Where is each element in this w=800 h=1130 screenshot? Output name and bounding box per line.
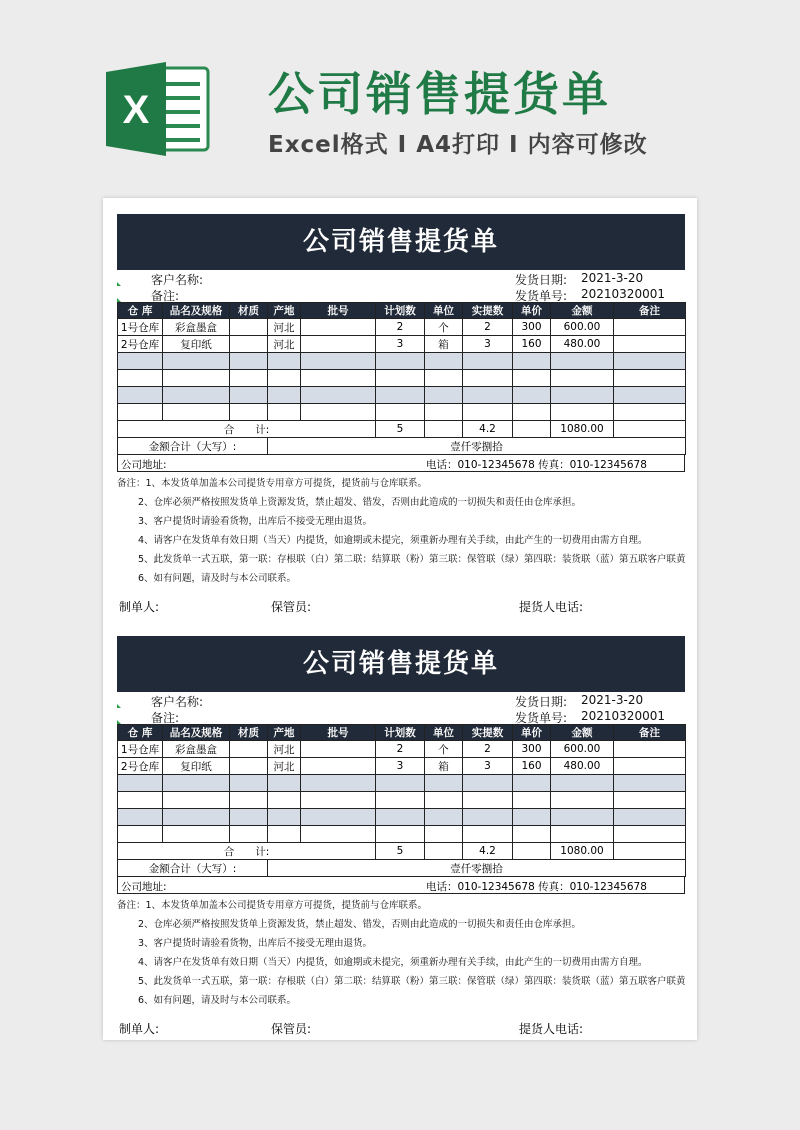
form-title: 公司销售提货单 bbox=[117, 636, 685, 692]
receiver-label: 提货人电话: bbox=[519, 1022, 584, 1036]
table-cell[interactable] bbox=[230, 775, 268, 792]
table-row bbox=[118, 792, 686, 809]
table-cell[interactable] bbox=[230, 741, 268, 758]
table-cell[interactable] bbox=[463, 809, 513, 826]
table-cell[interactable] bbox=[301, 319, 376, 336]
ship-date-value[interactable]: 2021-3-20 bbox=[581, 271, 644, 285]
column-header: 金额 bbox=[551, 303, 614, 319]
table-cell[interactable] bbox=[614, 758, 686, 775]
table-cell[interactable] bbox=[230, 792, 268, 809]
note-item bbox=[117, 533, 685, 552]
note-item bbox=[117, 495, 685, 514]
table-cell[interactable] bbox=[268, 370, 301, 387]
amount-words-label: 金额合计（大写）: bbox=[118, 438, 268, 455]
column-header: 备注 bbox=[614, 725, 686, 741]
table-cell[interactable] bbox=[163, 792, 230, 809]
table-cell[interactable] bbox=[513, 826, 551, 843]
note-item bbox=[117, 974, 685, 993]
address-label: 公司地址: bbox=[121, 459, 167, 471]
table-cell[interactable] bbox=[463, 792, 513, 809]
table-cell[interactable]: 3 bbox=[463, 336, 513, 353]
table-cell[interactable] bbox=[513, 809, 551, 826]
note-text: 1、本发货单加盖本公司提货专用章方可提货，提货前与仓库联系。 bbox=[145, 478, 428, 489]
table-cell[interactable] bbox=[551, 826, 614, 843]
table-cell[interactable]: 300 bbox=[513, 319, 551, 336]
table-cell[interactable] bbox=[163, 404, 230, 421]
table-cell[interactable] bbox=[376, 792, 425, 809]
table-cell[interactable] bbox=[118, 370, 163, 387]
table-cell[interactable] bbox=[230, 387, 268, 404]
table-cell[interactable] bbox=[425, 404, 463, 421]
table-cell[interactable] bbox=[376, 404, 425, 421]
keeper-label: 保管员: bbox=[271, 1022, 312, 1036]
table-cell[interactable] bbox=[118, 404, 163, 421]
amount-words-label: 金额合计（大写）: bbox=[118, 860, 268, 877]
table-cell[interactable] bbox=[301, 404, 376, 421]
table-cell[interactable] bbox=[614, 370, 686, 387]
table-cell[interactable] bbox=[614, 404, 686, 421]
ship-date-label: 发货日期: bbox=[515, 695, 568, 709]
total-planned[interactable]: 5 bbox=[376, 421, 425, 438]
address-row bbox=[117, 455, 685, 472]
amount-words-row bbox=[118, 438, 686, 455]
note-text: 5、此发货单一式五联，第一联：存根联（白）第二联：结算联（粉）第三联：保管联（绿）第四联：装货联（蓝）第五联客户联黄 bbox=[138, 554, 686, 565]
table-cell[interactable]: 3 bbox=[376, 336, 425, 353]
notes-label: 备注： bbox=[117, 478, 146, 489]
table-cell[interactable] bbox=[268, 792, 301, 809]
amount-words-row bbox=[118, 860, 686, 877]
table-cell[interactable] bbox=[230, 826, 268, 843]
table-row bbox=[118, 775, 686, 792]
table-cell[interactable]: 箱 bbox=[425, 336, 463, 353]
keeper-label: 保管员: bbox=[271, 600, 312, 614]
column-header: 实提数 bbox=[463, 725, 513, 741]
column-header: 材质 bbox=[230, 725, 268, 741]
table-cell[interactable] bbox=[551, 809, 614, 826]
table-header bbox=[118, 725, 686, 741]
note-text: 4、请客户在发货单有效日期（当天）内提货，如逾期或未提完，须重新办理有关手续，由此产生的一切费用由需方自理。 bbox=[138, 957, 648, 968]
table-cell[interactable] bbox=[118, 809, 163, 826]
goods-table bbox=[117, 302, 686, 455]
table-cell[interactable]: 彩盒墨盒 bbox=[163, 319, 230, 336]
info-row-customer bbox=[117, 270, 685, 286]
table-cell[interactable] bbox=[376, 809, 425, 826]
table-cell[interactable] bbox=[551, 775, 614, 792]
info-row-remark bbox=[117, 708, 685, 724]
table-cell[interactable]: 1号仓库 bbox=[118, 741, 163, 758]
table-cell[interactable] bbox=[614, 336, 686, 353]
table-cell[interactable] bbox=[301, 370, 376, 387]
column-header: 品名及规格 bbox=[163, 303, 230, 319]
table-cell[interactable]: 160 bbox=[513, 758, 551, 775]
table-row bbox=[118, 404, 686, 421]
excel-logo-letter: X bbox=[122, 88, 150, 132]
table-cell[interactable]: 复印纸 bbox=[163, 758, 230, 775]
table-cell[interactable] bbox=[551, 370, 614, 387]
notes-section bbox=[117, 472, 685, 590]
table-cell[interactable]: 160 bbox=[513, 336, 551, 353]
table-cell[interactable] bbox=[301, 758, 376, 775]
amount-words-value[interactable]: 壹仟零捌拾 bbox=[268, 438, 686, 455]
table-cell[interactable] bbox=[301, 775, 376, 792]
note-text: 4、请客户在发货单有效日期（当天）内提货，如逾期或未提完，须重新办理有关手续，由此产生的一切费用由需方自理。 bbox=[138, 535, 648, 546]
table-cell[interactable] bbox=[118, 387, 163, 404]
note-text: 3、客户提货时请验看货物，出库后不接受无理由退货。 bbox=[138, 938, 373, 949]
column-header: 备注 bbox=[614, 303, 686, 319]
table-cell[interactable] bbox=[614, 387, 686, 404]
customer-label: 客户名称: bbox=[151, 273, 204, 287]
note-text: 5、此发货单一式五联，第一联：存根联（白）第二联：结算联（粉）第三联：保管联（绿）第四联：装货联（蓝）第五联客户联黄 bbox=[138, 976, 686, 987]
table-cell[interactable] bbox=[376, 775, 425, 792]
column-header: 单位 bbox=[425, 303, 463, 319]
table-row bbox=[118, 809, 686, 826]
phone-fax[interactable]: 电话：010-12345678 传真：010-12345678 bbox=[426, 881, 647, 893]
table-cell[interactable] bbox=[376, 826, 425, 843]
table-cell[interactable]: 3 bbox=[463, 758, 513, 775]
table-cell[interactable]: 河北 bbox=[268, 758, 301, 775]
notes-section bbox=[117, 894, 685, 1012]
table-cell[interactable] bbox=[463, 826, 513, 843]
column-header: 仓 库 bbox=[118, 725, 163, 741]
table-row bbox=[118, 336, 686, 353]
table-cell[interactable]: 480.00 bbox=[551, 758, 614, 775]
table-cell[interactable] bbox=[301, 809, 376, 826]
table-cell[interactable] bbox=[513, 353, 551, 370]
column-header: 材质 bbox=[230, 303, 268, 319]
table-row bbox=[118, 370, 686, 387]
order-no-value[interactable]: 20210320001 bbox=[581, 709, 665, 723]
column-header: 单价 bbox=[513, 725, 551, 741]
table-cell[interactable] bbox=[425, 387, 463, 404]
order-no-label: 发货单号: bbox=[515, 289, 568, 303]
table-cell[interactable] bbox=[268, 404, 301, 421]
note-item bbox=[117, 514, 685, 533]
table-row bbox=[118, 758, 686, 775]
table-cell[interactable] bbox=[614, 741, 686, 758]
table-cell[interactable]: 600.00 bbox=[551, 741, 614, 758]
table-cell[interactable]: 复印纸 bbox=[163, 336, 230, 353]
receiver-label: 提货人电话: bbox=[519, 600, 584, 614]
remark-label: 备注: bbox=[151, 711, 180, 725]
table-cell[interactable]: 河北 bbox=[268, 741, 301, 758]
table-cell[interactable] bbox=[463, 404, 513, 421]
total-amount[interactable]: 1080.00 bbox=[551, 421, 614, 438]
table-cell[interactable] bbox=[513, 792, 551, 809]
notes-label: 备注： bbox=[117, 900, 146, 911]
amount-words-value[interactable]: 壹仟零捌拾 bbox=[268, 860, 686, 877]
table-cell[interactable] bbox=[163, 370, 230, 387]
note-item bbox=[117, 476, 685, 495]
signature-row bbox=[117, 594, 685, 616]
table-cell[interactable] bbox=[551, 792, 614, 809]
table-cell[interactable] bbox=[118, 353, 163, 370]
table-cell[interactable] bbox=[513, 775, 551, 792]
table-cell[interactable] bbox=[118, 792, 163, 809]
table-cell[interactable] bbox=[301, 353, 376, 370]
customer-label: 客户名称: bbox=[151, 695, 204, 709]
page-title: 公司销售提货单 bbox=[268, 67, 611, 121]
table-cell[interactable] bbox=[513, 387, 551, 404]
table-cell[interactable] bbox=[425, 792, 463, 809]
column-header: 计划数 bbox=[376, 725, 425, 741]
column-header: 品名及规格 bbox=[163, 725, 230, 741]
table-cell[interactable] bbox=[230, 758, 268, 775]
table-cell[interactable]: 箱 bbox=[425, 758, 463, 775]
table-cell[interactable] bbox=[513, 404, 551, 421]
total-remark[interactable] bbox=[614, 421, 686, 438]
table-cell[interactable] bbox=[301, 826, 376, 843]
table-cell[interactable]: 300 bbox=[513, 741, 551, 758]
table-cell[interactable] bbox=[376, 370, 425, 387]
table-cell[interactable] bbox=[301, 792, 376, 809]
table-cell[interactable] bbox=[230, 809, 268, 826]
table-cell[interactable] bbox=[163, 775, 230, 792]
table-cell[interactable]: 600.00 bbox=[551, 319, 614, 336]
table-cell[interactable] bbox=[425, 353, 463, 370]
table-cell[interactable]: 个 bbox=[425, 741, 463, 758]
table-cell[interactable] bbox=[230, 336, 268, 353]
table-cell[interactable] bbox=[163, 353, 230, 370]
table-row bbox=[118, 353, 686, 370]
table-cell[interactable]: 480.00 bbox=[551, 336, 614, 353]
page-header bbox=[0, 0, 800, 190]
table-cell[interactable] bbox=[614, 353, 686, 370]
page-subtitle: Excel格式 I A4打印 I 内容可修改 bbox=[268, 132, 648, 158]
table-cell[interactable]: 彩盒墨盒 bbox=[163, 741, 230, 758]
table-cell[interactable] bbox=[425, 826, 463, 843]
total-amount[interactable]: 1080.00 bbox=[551, 843, 614, 860]
note-item bbox=[117, 936, 685, 955]
table-cell[interactable]: 2号仓库 bbox=[118, 758, 163, 775]
remark-label: 备注: bbox=[151, 289, 180, 303]
table-cell[interactable]: 2 bbox=[376, 741, 425, 758]
note-text: 1、本发货单加盖本公司提货专用章方可提货，提货前与仓库联系。 bbox=[145, 900, 428, 911]
table-cell[interactable] bbox=[614, 775, 686, 792]
order-no-label: 发货单号: bbox=[515, 711, 568, 725]
table-cell[interactable]: 2 bbox=[463, 319, 513, 336]
total-remark[interactable] bbox=[614, 843, 686, 860]
note-item bbox=[117, 898, 685, 917]
column-header: 仓 库 bbox=[118, 303, 163, 319]
total-unit[interactable] bbox=[425, 843, 463, 860]
delivery-form-1 bbox=[117, 214, 685, 616]
table-cell[interactable] bbox=[463, 370, 513, 387]
table-cell[interactable] bbox=[268, 826, 301, 843]
excel-logo-icon bbox=[104, 58, 214, 158]
table-cell[interactable] bbox=[301, 387, 376, 404]
address-row bbox=[117, 877, 685, 894]
table-cell[interactable] bbox=[118, 826, 163, 843]
maker-label: 制单人: bbox=[119, 1022, 160, 1036]
order-no-value[interactable]: 20210320001 bbox=[581, 287, 665, 301]
table-cell[interactable] bbox=[376, 353, 425, 370]
column-header: 实提数 bbox=[463, 303, 513, 319]
signature-row bbox=[117, 1016, 685, 1038]
table-cell[interactable]: 1号仓库 bbox=[118, 319, 163, 336]
total-price[interactable] bbox=[513, 843, 551, 860]
table-cell[interactable] bbox=[463, 775, 513, 792]
table-cell[interactable] bbox=[425, 370, 463, 387]
total-actual[interactable]: 4.2 bbox=[463, 843, 513, 860]
table-cell[interactable] bbox=[230, 404, 268, 421]
column-header: 产地 bbox=[268, 303, 301, 319]
total-label: 合 计: bbox=[118, 421, 376, 438]
table-cell[interactable]: 3 bbox=[376, 758, 425, 775]
table-header bbox=[118, 303, 686, 319]
table-cell[interactable]: 2 bbox=[463, 741, 513, 758]
goods-table bbox=[117, 724, 686, 877]
form-title: 公司销售提货单 bbox=[117, 214, 685, 270]
total-planned[interactable]: 5 bbox=[376, 843, 425, 860]
total-price[interactable] bbox=[513, 421, 551, 438]
note-text: 3、客户提货时请验看货物，出库后不接受无理由退货。 bbox=[138, 516, 373, 527]
column-header: 单价 bbox=[513, 303, 551, 319]
table-cell[interactable] bbox=[268, 353, 301, 370]
column-header: 批号 bbox=[301, 725, 376, 741]
table-cell[interactable] bbox=[551, 404, 614, 421]
table-cell[interactable]: 2号仓库 bbox=[118, 336, 163, 353]
table-cell[interactable] bbox=[463, 353, 513, 370]
note-item bbox=[117, 955, 685, 974]
table-row bbox=[118, 826, 686, 843]
document-page bbox=[103, 198, 697, 1040]
table-cell[interactable] bbox=[614, 792, 686, 809]
phone-fax[interactable]: 电话：010-12345678 传真：010-12345678 bbox=[426, 459, 647, 471]
column-header: 产地 bbox=[268, 725, 301, 741]
table-cell[interactable] bbox=[230, 319, 268, 336]
table-cell[interactable] bbox=[268, 775, 301, 792]
note-text: 2、仓库必须严格按照发货单上资源发货，禁止超发、错发，否则由此造成的一切损失和责任由仓库承担。 bbox=[138, 497, 582, 508]
total-label: 合 计: bbox=[118, 843, 376, 860]
table-cell[interactable] bbox=[614, 826, 686, 843]
ship-date-label: 发货日期: bbox=[515, 273, 568, 287]
table-cell[interactable] bbox=[301, 336, 376, 353]
table-cell[interactable] bbox=[614, 809, 686, 826]
table-cell[interactable] bbox=[118, 775, 163, 792]
table-cell[interactable] bbox=[551, 387, 614, 404]
maker-label: 制单人: bbox=[119, 600, 160, 614]
cell-marker-icon bbox=[117, 720, 121, 724]
table-cell[interactable] bbox=[513, 370, 551, 387]
note-item bbox=[117, 917, 685, 936]
table-cell[interactable] bbox=[376, 387, 425, 404]
total-actual[interactable]: 4.2 bbox=[463, 421, 513, 438]
cell-marker-icon bbox=[117, 298, 121, 302]
table-cell[interactable] bbox=[230, 353, 268, 370]
delivery-form-2 bbox=[117, 636, 685, 1038]
note-text: 2、仓库必须严格按照发货单上资源发货，禁止超发、错发，否则由此造成的一切损失和责任由仓库承担。 bbox=[138, 919, 582, 930]
column-header: 单位 bbox=[425, 725, 463, 741]
total-row bbox=[118, 421, 686, 438]
note-item bbox=[117, 571, 685, 590]
column-header: 计划数 bbox=[376, 303, 425, 319]
note-item bbox=[117, 993, 685, 1012]
info-row-remark bbox=[117, 286, 685, 302]
table-cell[interactable] bbox=[425, 809, 463, 826]
table-cell[interactable] bbox=[230, 370, 268, 387]
table-row bbox=[118, 741, 686, 758]
column-header: 批号 bbox=[301, 303, 376, 319]
info-row-customer bbox=[117, 692, 685, 708]
column-header: 金额 bbox=[551, 725, 614, 741]
address-label: 公司地址: bbox=[121, 881, 167, 893]
table-cell[interactable]: 2 bbox=[376, 319, 425, 336]
total-row bbox=[118, 843, 686, 860]
table-cell[interactable] bbox=[463, 387, 513, 404]
table-cell[interactable] bbox=[614, 319, 686, 336]
table-cell[interactable] bbox=[163, 387, 230, 404]
ship-date-value[interactable]: 2021-3-20 bbox=[581, 693, 644, 707]
note-text: 6、如有问题，请及时与本公司联系。 bbox=[138, 995, 297, 1006]
table-row bbox=[118, 387, 686, 404]
table-cell[interactable] bbox=[551, 353, 614, 370]
note-item bbox=[117, 552, 685, 571]
table-cell[interactable] bbox=[268, 809, 301, 826]
table-cell[interactable] bbox=[301, 741, 376, 758]
table-cell[interactable] bbox=[268, 387, 301, 404]
note-text: 6、如有问题，请及时与本公司联系。 bbox=[138, 573, 297, 584]
table-cell[interactable] bbox=[163, 809, 230, 826]
table-cell[interactable] bbox=[425, 775, 463, 792]
table-cell[interactable]: 个 bbox=[425, 319, 463, 336]
table-cell[interactable]: 河北 bbox=[268, 336, 301, 353]
table-row bbox=[118, 319, 686, 336]
table-cell[interactable]: 河北 bbox=[268, 319, 301, 336]
table-cell[interactable] bbox=[163, 826, 230, 843]
total-unit[interactable] bbox=[425, 421, 463, 438]
